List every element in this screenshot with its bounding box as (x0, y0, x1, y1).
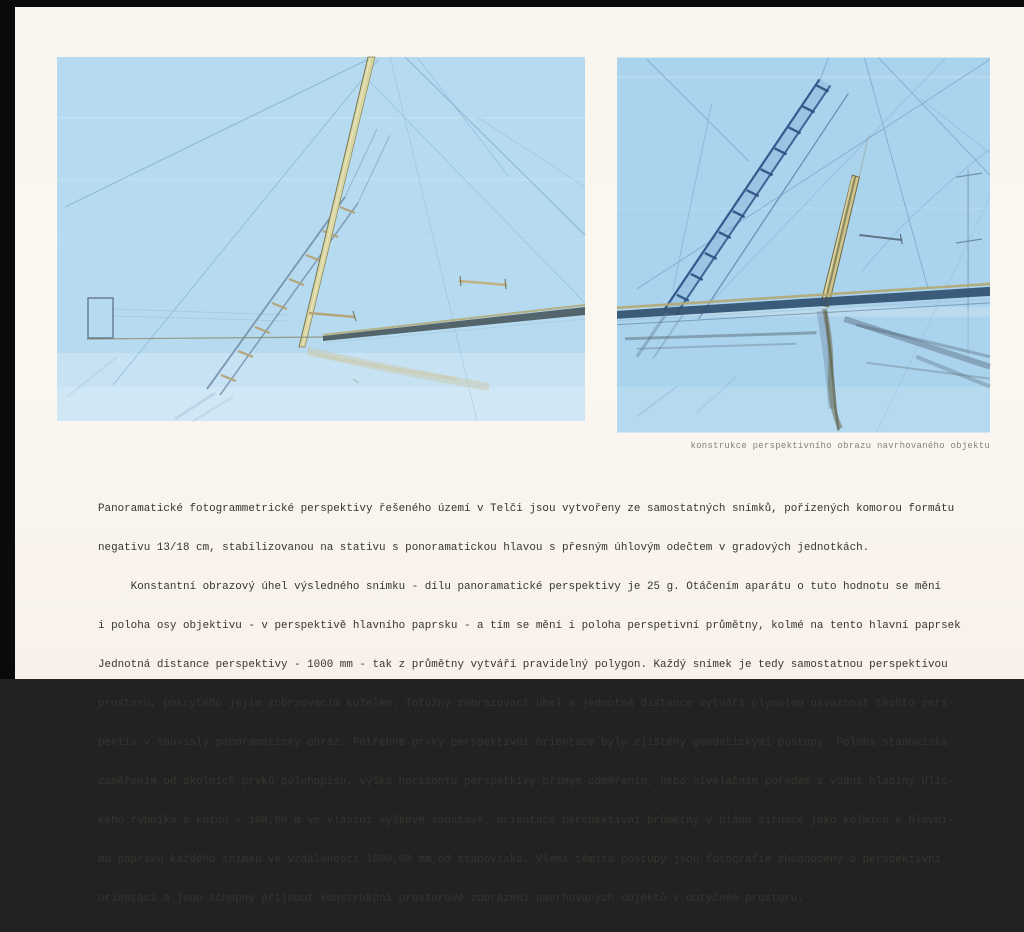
body-text-line: negativu 13/18 cm, stabilizovanou na stativu s ponoramatickou hlavou s přesným úhlovým odečtem v gradových jednotkách. (98, 542, 870, 554)
right-sketch-figure (617, 57, 990, 433)
body-text-line: pektiv v souvislý panoramatický obraz. Potřebné prvky perspektivní orientace byly zjištěny geodetickými postupy. Poloha stanoviska (98, 737, 948, 749)
body-text-line: mu paprsku každého snímku ve vzdálenosti 1000,00 mm od stanoviska. Všemi těmito postupy jsou fotografie zhodnoceny o perspektivní (98, 854, 942, 866)
body-text (98, 477, 961, 932)
sky-wash (57, 57, 585, 421)
body-text-line: Panoramatické fotogrammetrické perspektivy řešeného území v Telči jsou vytvořeny ze samostatných snímků, pořízených komorou formátu (98, 503, 955, 515)
body-text-line: orientací a jsou schopny přijmout konstrukční prostorové zobrazení navrhovaných objektů v dotyčném prostoru. (98, 893, 804, 905)
body-text-line: i poloha osy objektivu - v perspektivě hlavního paprsku - a tím se mění i poloha perspetivní průmětny, kolmé na tento hlavní paprsek (98, 620, 961, 632)
scan-border-top (0, 0, 1024, 7)
body-text-line: Jednotná distance perspektivy - 1000 mm - tak z průmětny vytváří pravidelný polygon. Každý snímek je tedy samostatnou perspektivou (98, 659, 948, 671)
body-text-line: kého rybníka s kotou + 100,00 m ve vlastní výškové soustavě, orientace perspektivní průmětny v plánu situace jako kolmice k hlavní- (98, 815, 955, 827)
body-text-line: prostoru, pokrytého jejím zobrzovacím kuželem. Totožný zobrazovací úhel a jednotná distance vytváří plynulou návaznost těchto pers- (98, 698, 955, 710)
figure-caption: konstrukce perspektivního obrazu navrhovaného objektu (690, 441, 990, 451)
body-text-line: Konstantní obrazový úhel výsledného snímku - dílu panoramatické perspektivy je 25 g. Otáčením aparátu o tuto hodnotu se mění (98, 581, 942, 593)
scan-border-left (0, 0, 15, 679)
body-text-line: zaměřením od okolních prvků polohopisu, výška horizontu perspetkivy přímým odměřením, nebo nivelačním pořadem z vodní hladiny Ulic- (98, 776, 955, 788)
left-sketch-figure (57, 57, 585, 421)
